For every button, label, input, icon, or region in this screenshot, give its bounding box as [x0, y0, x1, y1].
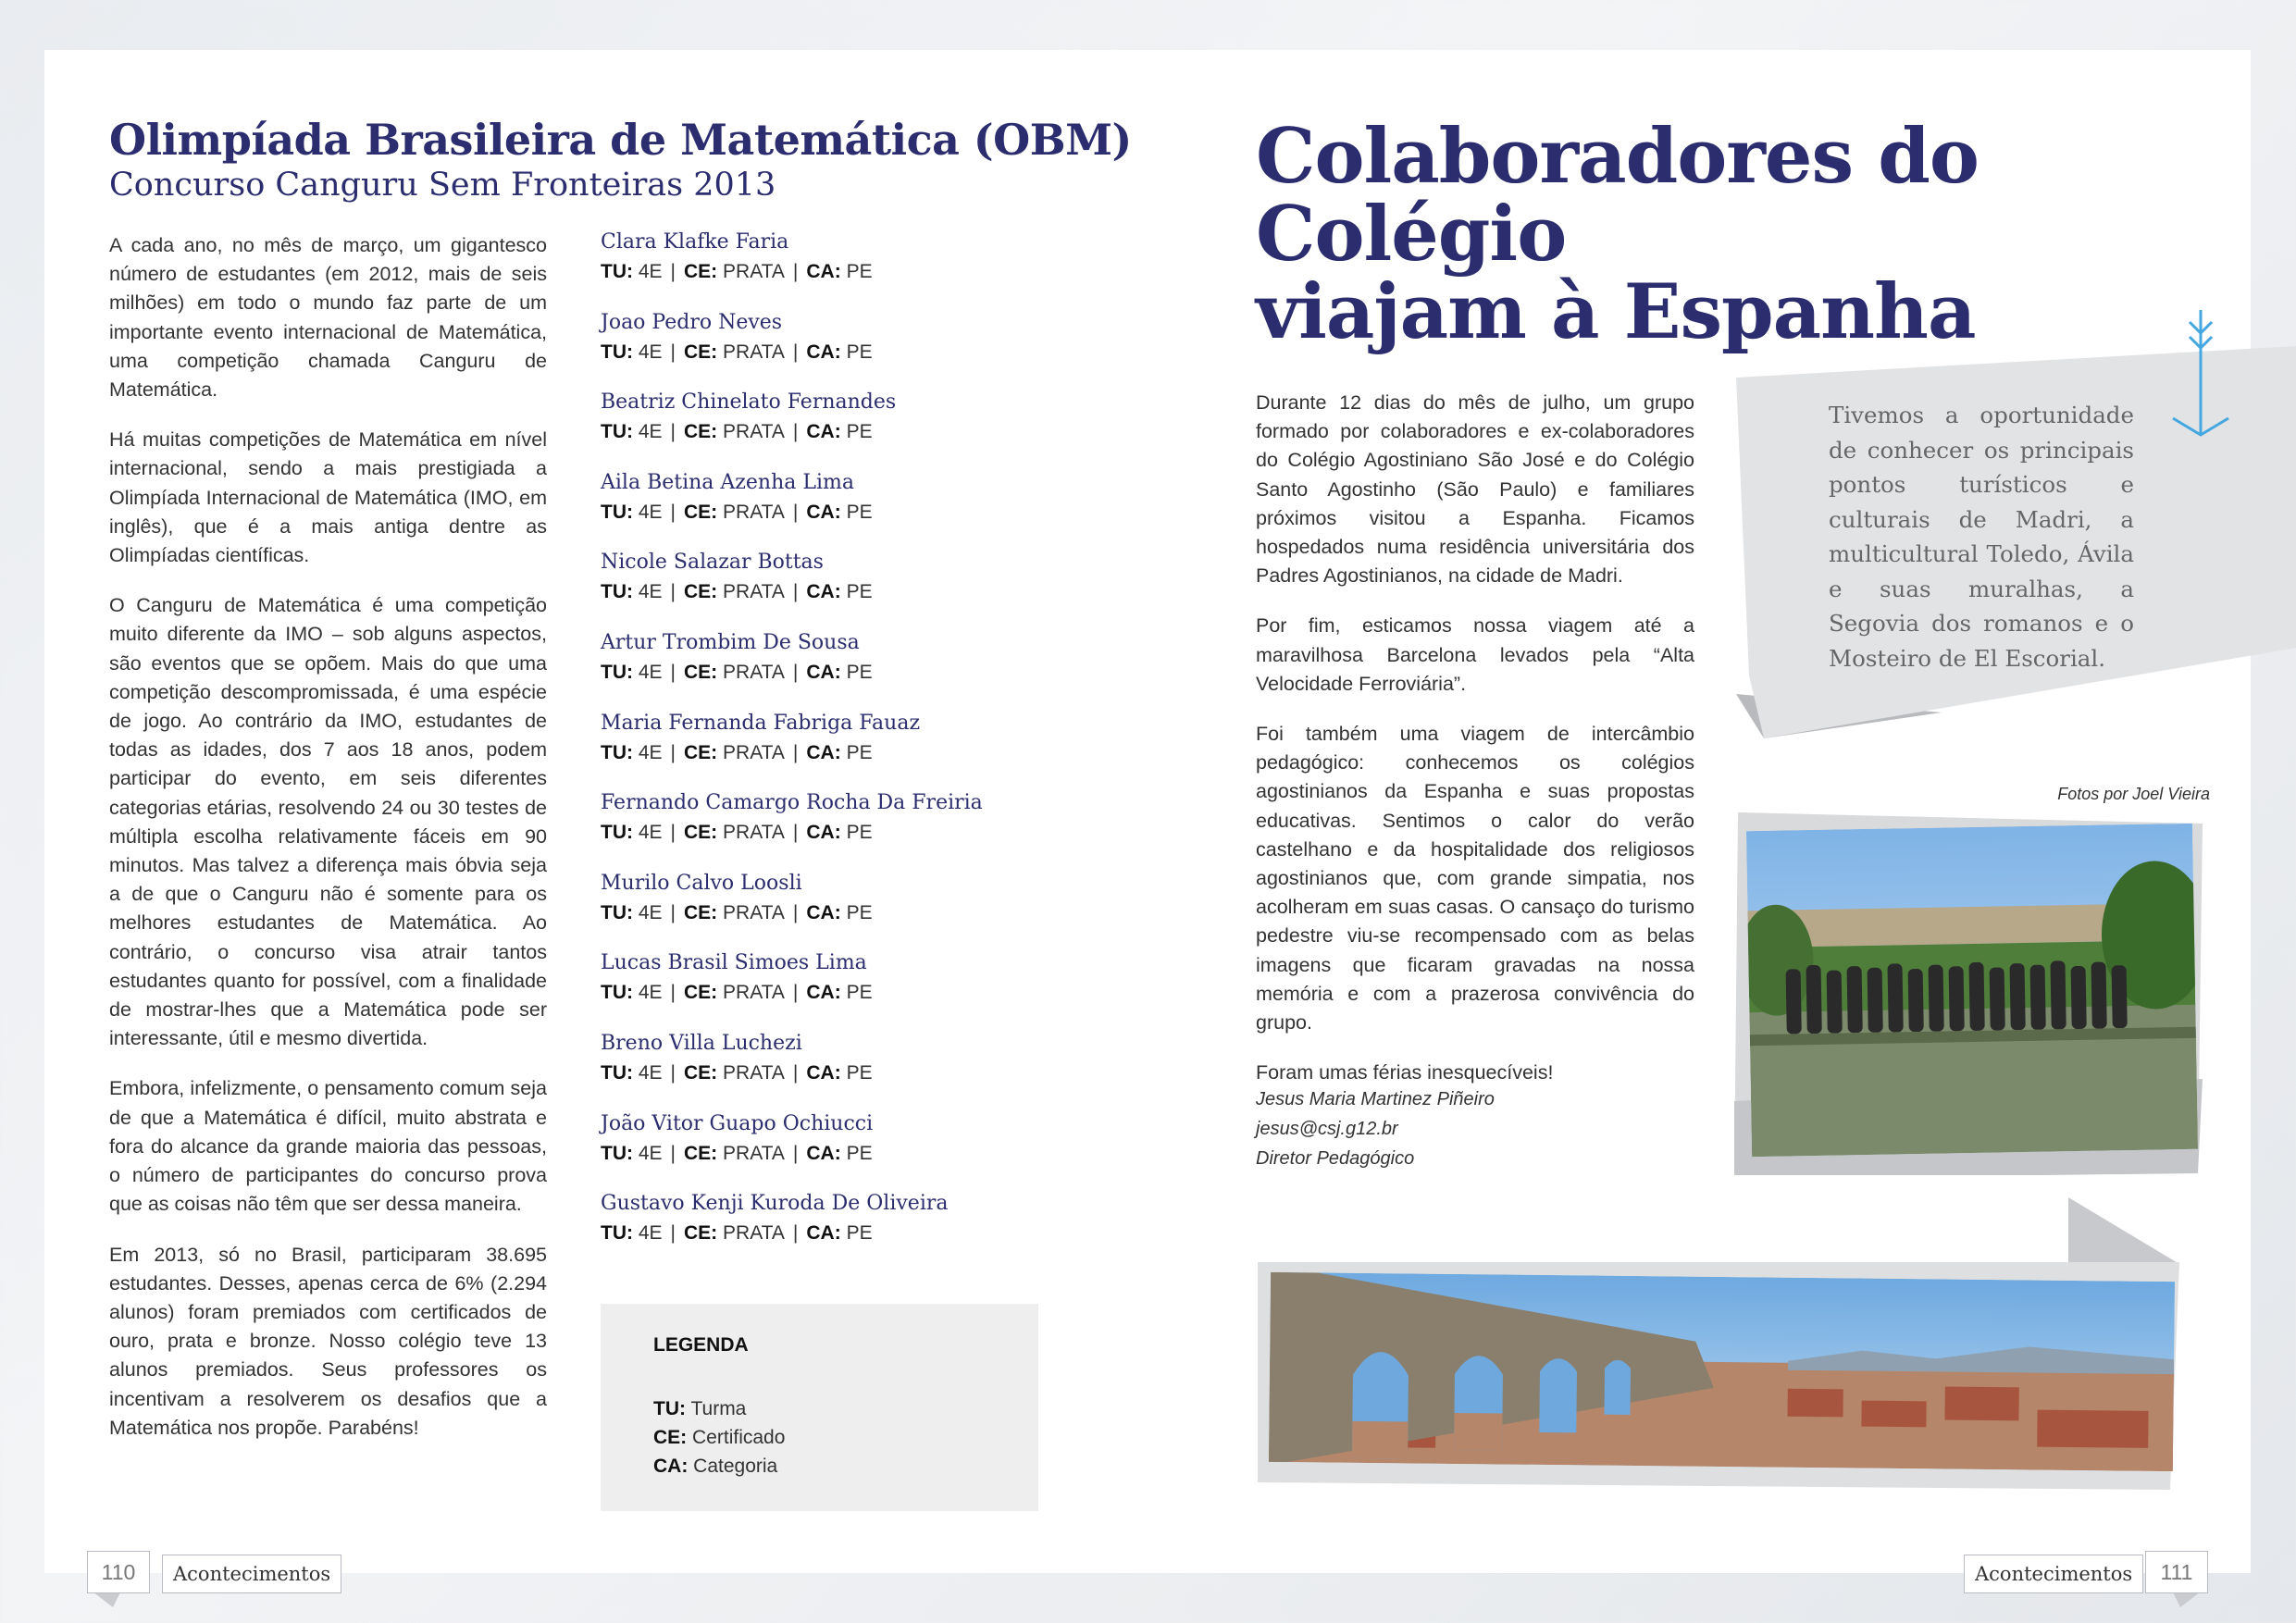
paragraph: Durante 12 dias do mês de julho, um grupo formado por colaboradores e ex-colaboradores do Colégio Agostiniano São José e do Colégio Santo Agostinho (São Paulo) e familiares próximos visitou a Espanha. Ficamos hospedados numa residência universitária dos Padres Agostinianos, na cidade de Madri. — [1256, 391, 1694, 588]
student-entry — [601, 869, 1045, 928]
paragraph: Foram umas férias inesquecíveis! — [1256, 1061, 1554, 1084]
student-award-info: TU: 4E | CE: PRATA | CA: PE — [601, 341, 873, 363]
student-award-info: TU: 4E | CE: PRATA | CA: PE — [601, 581, 873, 603]
student-entry — [601, 1109, 1045, 1169]
student-name: Murilo Calvo Loosli — [601, 871, 802, 895]
paragraph: Embora, infelizmente, o pensamento comum seja de que a Matemática é difícil, muito abstrata e fora do alcance da grande maioria das pessoas, o número de participantes do concurso prova que as coisas não têm que ser dessa maneira. — [109, 1077, 547, 1216]
article-heading-obm: Olimpíada Brasileira de Matemática (OBM) — [109, 115, 1132, 165]
student-award-info: TU: 4E | CE: PRATA | CA: PE — [601, 261, 873, 282]
student-award-info: TU: 4E | CE: PRATA | CA: PE — [601, 741, 873, 763]
student-entry — [601, 308, 1045, 367]
legend-item-ca: CA: Categoria — [653, 1456, 778, 1477]
student-entry — [601, 788, 1045, 848]
legend-title: LEGENDA — [653, 1334, 749, 1356]
student-name: Lucas Brasil Simoes Lima — [601, 951, 867, 975]
student-entry — [601, 948, 1045, 1008]
student-name: Fernando Camargo Rocha Da Freiria — [601, 791, 983, 815]
author-signature — [1256, 1084, 1495, 1173]
student-award-info: TU: 4E | CE: PRATA | CA: PE — [601, 1142, 873, 1164]
group-photo — [1746, 824, 2198, 1157]
page-number-left: 110 — [87, 1551, 150, 1593]
student-entry — [601, 1189, 1045, 1248]
student-award-info: TU: 4E | CE: PRATA | CA: PE — [601, 1222, 873, 1245]
photo-credit: Fotos por Joel Vieira — [2057, 785, 2210, 803]
student-name: Beatriz Chinelato Fernandes — [601, 390, 897, 415]
section-tab-left: Acontecimentos — [162, 1555, 341, 1593]
student-award-info: TU: 4E | CE: PRATA | CA: PE — [601, 982, 873, 1004]
paragraph: Por fim, esticamos nossa viagem até a maravilhosa Barcelona levados pela “Alta Velocidade Ferroviária”. — [1256, 614, 1694, 695]
paragraph: Foi também uma viagem de intercâmbio pedagógico: conhecemos os colégios agostinianos da Espanha e suas propostas educativas. Sentimos o calor do verão castelhano e da hospitalidade dos religiosos agostinianos que, com grande simpatia, nos acolheram em suas casas. O cansaço do turismo pedestre viu-se recompensado com as belas imagens que ficaram gravadas na nossa memória e com a prazerosa convivência do grupo. — [1256, 723, 1694, 1035]
student-entry — [601, 628, 1045, 688]
legend-items — [653, 1394, 785, 1481]
student-name: Clara Klafke Faria — [601, 230, 789, 254]
pull-quote: Tivemos a oportunidade de conhecer os principais pontos turísticos e culturais de Madri, a multicultural Toledo, Ávila e suas muralhas, a Segovia dos romanos e o Mosteiro de El Escorial. — [1829, 402, 2134, 672]
paragraph: O Canguru de Matemática é uma competição muito diferente da IMO – sob alguns aspectos, são eventos que se opõem. Mais do que uma competição descompromissada, é uma espécie de jogo. Ao contrário da IMO, estudantes de todas as idades, dos 7 aos 18 anos, podem participar do evento, em seis diferentes categorias etárias, resolvendo 24 ou 30 testes de múltipla escolha relativamente fáceis em 90 minutos. Mas talvez a diferença mais óbvia seja a de que o Canguru não é somente para os melhores estudantes de Matemática. Ao contrário, o concurso visa atrair tantos estudantes quanto for possível, com a finalidade de mostrar-lhes que a Matemática pode ser interessante, útil e mesmo divertida. — [109, 594, 547, 1050]
paragraph: Em 2013, só no Brasil, participaram 38.695 estudantes. Desses, apenas cerca de 6% (2.294 alunos) foram premiados com certificados de ouro, prata e bronze. Nosso colégio teve 13 alunos premiados. Seus professores os incentivam a resolverem os desafios que a Matemática nos propõe. Parabéns! — [109, 1243, 547, 1439]
student-name: Artur Trombim De Sousa — [601, 631, 860, 654]
author-role: Diretor Pedagógico — [1256, 1148, 1415, 1169]
student-entry — [601, 709, 1045, 768]
student-entry — [601, 468, 1045, 527]
student-entry — [601, 228, 1045, 287]
article-subheading-canguru: Concurso Canguru Sem Fronteiras 2013 — [109, 167, 776, 204]
student-name: Breno Villa Luchezi — [601, 1032, 802, 1055]
article-heading-spain: Colaboradores do Colégio viajam à Espanha — [1256, 113, 1979, 356]
aqueduct-photo — [1269, 1272, 2175, 1471]
student-name: Joao Pedro Neves — [601, 310, 783, 334]
student-name: Maria Fernanda Fabriga Fauaz — [601, 711, 921, 735]
legend-item-ce: CE: Certificado — [653, 1427, 786, 1448]
student-entry — [601, 388, 1045, 447]
student-award-info: TU: 4E | CE: PRATA | CA: PE — [601, 1062, 873, 1084]
student-name: Aila Betina Azenha Lima — [601, 470, 854, 494]
student-name: Nicole Salazar Bottas — [601, 551, 824, 575]
student-entry — [601, 1029, 1045, 1088]
student-award-info: TU: 4E | CE: PRATA | CA: PE — [601, 822, 873, 844]
author-name: Jesus Maria Martinez Piñeiro — [1256, 1089, 1495, 1109]
student-name: Gustavo Kenji Kuroda De Oliveira — [601, 1192, 949, 1216]
student-award-info: TU: 4E | CE: PRATA | CA: PE — [601, 421, 873, 443]
student-entry — [601, 548, 1045, 607]
section-tab-right: Acontecimentos — [1964, 1555, 2143, 1593]
paragraph: Há muitas competições de Matemática em nível internacional, sendo a mais prestigiada a Olimpíada Internacional de Matemática (IMO, em inglês), que é a mais antiga dentre as Olimpíadas científicas. — [109, 428, 547, 567]
student-award-info: TU: 4E | CE: PRATA | CA: PE — [601, 501, 873, 523]
legend-item-tu: TU: Turma — [653, 1398, 747, 1419]
student-award-info: TU: 4E | CE: PRATA | CA: PE — [601, 662, 873, 683]
student-award-info: TU: 4E | CE: PRATA | CA: PE — [601, 901, 873, 923]
student-name: João Vitor Guapo Ochiucci — [601, 1111, 874, 1135]
paragraph: A cada ano, no mês de março, um gigantesco número de estudantes (em 2012, mais de seis milhões) em todo o mundo faz parte de um importante evento internacional de Matemática, uma competição chamada Canguru de Matemática. — [109, 234, 547, 402]
obm-article-body — [109, 231, 547, 1464]
spain-article-body — [1256, 389, 1694, 1109]
legend-box — [601, 1304, 1038, 1511]
author-email: jesus@csj.g12.br — [1256, 1119, 1398, 1139]
page-number-right: 111 — [2145, 1551, 2208, 1593]
